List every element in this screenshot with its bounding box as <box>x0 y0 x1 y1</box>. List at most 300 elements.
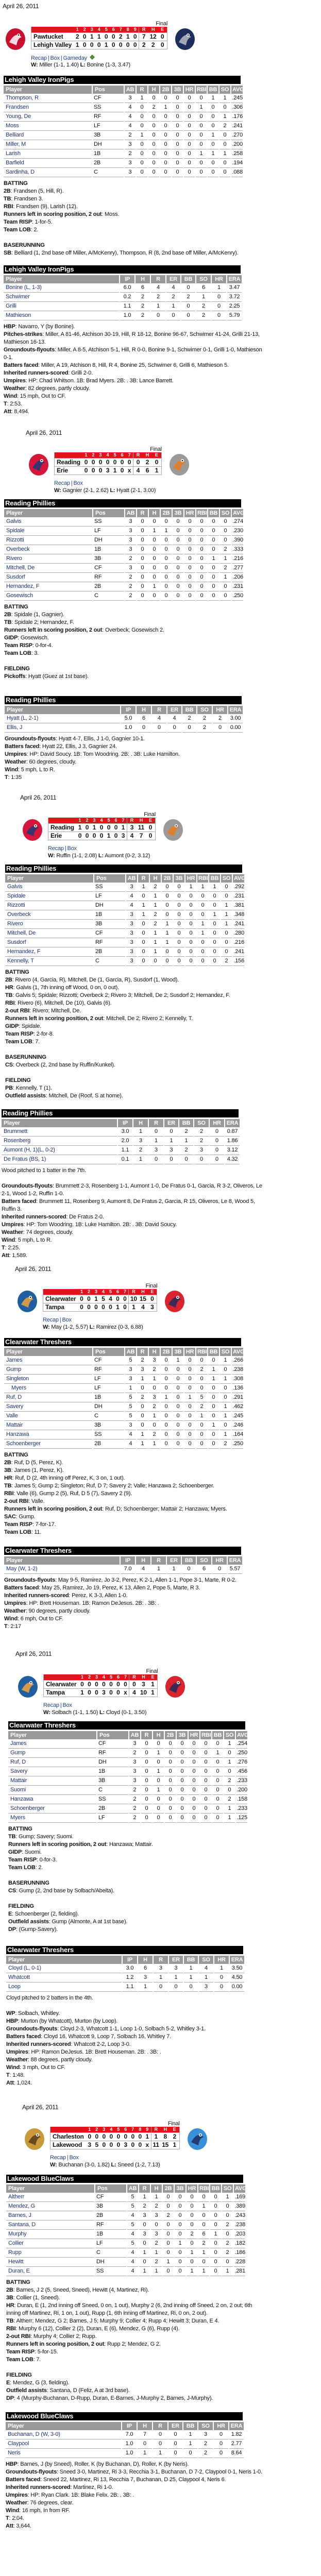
inning-score: 1 <box>103 41 110 49</box>
player-link[interactable]: Hernandez, F <box>5 947 93 957</box>
game-date: April 26, 2011 <box>26 429 62 436</box>
note-text: Santana, D (Feliz, A at 3rd base). <box>49 2387 130 2394</box>
inning-header: 3 <box>92 1289 99 1295</box>
note-label: TB : <box>4 196 14 202</box>
player-link[interactable]: Claypool <box>6 2439 121 2449</box>
player-link[interactable]: Savery <box>8 1767 96 1776</box>
inning-header: 1 <box>78 1289 85 1295</box>
stat-pos: CF <box>93 1356 124 1365</box>
winning-pitcher[interactable]: Buchanan (3-0, 1.82) <box>58 2162 110 2168</box>
player-link[interactable]: Mitchell, De <box>5 929 93 938</box>
stat-r: 0 <box>141 1804 152 1814</box>
inning-header: 3 <box>97 452 104 459</box>
player-link[interactable]: Suomi <box>8 1786 96 1795</box>
stat-bb: 1 <box>183 2439 197 2449</box>
stat-r: 1 <box>138 901 149 910</box>
stat-so: 0 <box>221 929 232 938</box>
note-label: HR : <box>5 985 16 991</box>
notes-heading: BASERUNNING <box>8 1880 49 1886</box>
column-header-so: SO <box>221 874 232 883</box>
note-label: Outfield assists : <box>8 1919 52 1925</box>
stat-triples: 0 <box>172 122 183 131</box>
player-link[interactable]: Valle <box>4 1412 92 1421</box>
notes-section <box>6 2371 268 2402</box>
stat-so: 0 <box>220 582 231 591</box>
player-link[interactable]: Kennelly, T <box>5 957 93 966</box>
stat-bb: 0 <box>208 564 219 573</box>
stat-so: 0 <box>224 1767 235 1776</box>
stat-bb: 0 <box>208 582 219 591</box>
home-hits: 4 <box>138 1303 147 1312</box>
stat-doubles: 0 <box>163 2193 174 2202</box>
winning-pitcher[interactable]: Gagnier (2-1, 2.62) <box>62 487 109 494</box>
stat-r: 0 <box>137 168 147 177</box>
stat-h: 0 <box>149 573 160 582</box>
note-text: Moss. <box>104 211 120 217</box>
note-line <box>6 2348 268 2356</box>
stat-so: 2 <box>196 311 211 320</box>
link-box[interactable]: Box <box>73 480 83 486</box>
inning-score: x <box>126 467 133 475</box>
stat-ab: 3 <box>126 883 137 892</box>
stat-era: 2.25 <box>227 302 242 311</box>
stat-triples: 0 <box>173 1412 183 1421</box>
player-link[interactable]: Santana, D <box>6 2221 94 2230</box>
column-header-player: Player <box>4 509 92 517</box>
player-link[interactable]: Cloyd (L, 0-1) <box>6 1964 122 1973</box>
stat-h: 2 <box>136 293 150 302</box>
player-link[interactable]: Duran, E <box>6 2267 94 2276</box>
stat-so: 0 <box>224 1749 235 1758</box>
player-link[interactable]: Susdorf <box>4 573 92 582</box>
stat-triples: 0 <box>173 1430 183 1439</box>
stat-r: 0 <box>137 1412 148 1421</box>
stat-pos: CF <box>93 94 124 103</box>
winning-pitcher[interactable]: Ruffin (1-1, 2.08) <box>56 853 97 859</box>
stat-rbi: 0 <box>197 910 208 920</box>
stat-doubles: 0 <box>161 545 172 554</box>
player-link[interactable]: Singleton <box>4 1375 92 1384</box>
player-link[interactable]: Rizzotti <box>4 536 92 545</box>
stat-so: 1 <box>220 1412 231 1421</box>
winning-pitcher[interactable]: May (1-2, 5.57) <box>51 1324 88 1330</box>
stat-r: 3 <box>149 1146 163 1155</box>
player-link[interactable]: Miller, M <box>4 140 92 149</box>
note-line <box>8 1918 270 1926</box>
stat-avg: .233 <box>236 1804 247 1814</box>
stat-rbi: 1 <box>196 103 207 112</box>
note-line <box>4 1623 266 1631</box>
player-link[interactable]: Schwimer <box>4 293 119 302</box>
inning-header: 4 <box>98 818 105 824</box>
stat-avg: .381 <box>233 901 244 910</box>
stat-so: 1 <box>221 910 232 920</box>
stat-triples: 0 <box>175 2211 185 2221</box>
column-header-bb: BB <box>208 86 218 94</box>
column-header-player: Player <box>8 1731 96 1739</box>
player-link[interactable]: Larish <box>4 149 92 159</box>
player-link[interactable]: Thompson, R <box>4 94 92 103</box>
player-link[interactable]: Loop <box>6 1982 122 1992</box>
stat-h: 0 <box>149 591 160 601</box>
linescore-header-row <box>55 452 162 459</box>
stat-bb: 0 <box>208 168 218 177</box>
note-label: HR : <box>4 1475 15 1481</box>
player-link[interactable]: Sardinha, D <box>4 168 92 177</box>
inning-score: 0 <box>114 1295 121 1303</box>
link-recap[interactable]: Recap <box>43 1702 59 1708</box>
player-link[interactable]: Savery <box>4 1402 92 1412</box>
team-header <box>48 818 76 824</box>
stat-so: 0 <box>219 131 230 140</box>
stat-ab: 3 <box>125 545 136 554</box>
column-header-hr: HR <box>184 1348 195 1356</box>
link-box[interactable]: Box <box>69 2155 79 2161</box>
stat-h: 0 <box>151 2221 162 2230</box>
column-header-h: H <box>138 2422 152 2430</box>
inning-score: 0 <box>115 2141 122 2149</box>
winning-pitcher[interactable]: Miller (1-1, 1.40) <box>39 62 79 68</box>
link-recap[interactable]: Recap <box>54 480 70 486</box>
player-link[interactable]: Young, De <box>4 112 92 122</box>
link-recap[interactable]: Recap <box>31 55 47 61</box>
player-link[interactable]: Brummett <box>2 1127 117 1137</box>
stat-doubles: 0 <box>160 149 171 159</box>
stat-era: 3.47 <box>227 283 242 293</box>
notes-block <box>4 323 265 416</box>
player-link[interactable]: Mitchell, De <box>4 564 92 573</box>
stat-so: 0 <box>222 2258 233 2267</box>
home-hits: 6 <box>143 467 152 475</box>
stat-doubles: 0 <box>163 2202 174 2211</box>
note-label: T : <box>5 774 11 781</box>
losing-pitcher[interactable]: Sneed (1-2, 7.13) <box>117 2162 160 2168</box>
player-link[interactable]: Schoenberger <box>4 1439 92 1449</box>
column-header-r: R <box>137 86 147 94</box>
player-link[interactable]: Ruf, D <box>8 1758 96 1767</box>
player-link[interactable]: Hewitt <box>6 2258 94 2267</box>
player-link[interactable]: Rivero <box>5 920 93 929</box>
link-box[interactable]: Box <box>50 55 60 61</box>
note-line <box>5 1092 267 1100</box>
winning-pitcher[interactable]: Solbach (1-1, 1.50) <box>52 1709 98 1716</box>
player-link[interactable]: James <box>4 1356 92 1365</box>
player-link[interactable]: Whatcott <box>6 1973 122 1982</box>
stat-rbi: 0 <box>200 1814 211 1823</box>
note-line <box>6 2041 268 2048</box>
team-bar: Clearwater Threshers <box>8 1721 245 1730</box>
note-label: Batters faced : <box>4 1585 42 1591</box>
batting-table <box>7 1731 248 1823</box>
note-line <box>5 774 266 782</box>
note-line <box>5 1084 267 1092</box>
player-link[interactable]: May (W, 1-2) <box>4 1565 120 1574</box>
stat-pos: DH <box>95 2258 126 2267</box>
player-link[interactable]: Gump <box>4 1365 92 1375</box>
note-text: Miller, A 8-5, Atchison 5-1, Hill, R 0-0, Bonine 9-1, Schwimer 0-1, Grilli 1-0, Mathieson 0-1. <box>4 347 262 361</box>
note-line <box>6 2294 268 2302</box>
stat-pos: RF <box>93 1365 124 1375</box>
note-text: 0-for-4. <box>35 642 53 649</box>
link-separator: | <box>60 1702 62 1708</box>
note-label: 3B : <box>6 2295 16 2301</box>
stat-hr: 0 <box>184 545 195 554</box>
column-header-player: Player <box>4 1556 120 1565</box>
column-header-h: H <box>133 1119 148 1127</box>
stat-hr: 2 <box>187 2230 197 2239</box>
stat-so: 2 <box>222 2221 233 2230</box>
player-link[interactable]: Hanzawa <box>8 1795 96 1804</box>
stat-er: 1 <box>167 1565 181 1574</box>
losing-pitcher[interactable]: Hyatt (2-1, 3.00) <box>116 487 156 494</box>
stat-ab: 2 <box>125 131 136 140</box>
inning-score: 1 <box>124 33 131 41</box>
notes-section <box>8 1879 270 1895</box>
column-header-bb: BB <box>182 1556 196 1565</box>
player-link[interactable]: Myers <box>8 1814 96 1823</box>
player-link[interactable]: Gump <box>8 1749 96 1758</box>
stat-avg: .291 <box>232 1393 243 1402</box>
player-link[interactable]: Rosenberg <box>2 1137 117 1146</box>
note-text: Cloyd 16, Whatcott 9, Loop 7, Solbach 16, Whitley 7. <box>43 2033 171 2040</box>
home-hits: 7 <box>137 832 146 840</box>
away-team-logo <box>16 1289 39 1314</box>
player-link[interactable]: Hyatt (L, 2-1) <box>5 714 120 723</box>
stat-so: 0 <box>222 2211 233 2221</box>
link-recap[interactable]: Recap <box>48 845 64 852</box>
inning-score: 1 <box>74 41 81 49</box>
player-link[interactable]: Myers <box>4 1384 92 1393</box>
player-link[interactable]: Spidale <box>5 892 93 901</box>
stat-era: 3.72 <box>227 293 242 302</box>
home-runs: 4 <box>133 467 143 475</box>
losing-pitcher[interactable]: Cloyd (0-1, 3.50) <box>106 1709 147 1716</box>
player-link[interactable]: Barfield <box>4 159 92 168</box>
player-link[interactable]: Rupp <box>6 2248 94 2258</box>
stat-bb: 1 <box>184 1964 198 1973</box>
stat-ab: 2 <box>129 1804 140 1814</box>
note-label: Weather : <box>6 2057 31 2063</box>
stat-ab: 5 <box>125 1393 136 1402</box>
stat-er: 1 <box>166 302 180 311</box>
note-text: Valle (6), Gump 2 (5), Ruf, D 5 (7), Savery 2 (9). <box>16 1490 132 1497</box>
player-link[interactable]: Schoenberger <box>8 1804 96 1814</box>
column-header-pos: Pos <box>95 2184 126 2193</box>
stat-pos: 2B <box>97 1804 128 1814</box>
note-label: CS : <box>8 1888 19 1894</box>
player-link[interactable]: Galvis <box>4 517 92 527</box>
stat-so: 0 <box>224 1786 235 1795</box>
note-label: 2B : <box>4 1460 14 1466</box>
stat-ab: 4 <box>125 1430 136 1439</box>
stat-rbi: 0 <box>198 2221 209 2230</box>
losing-pitcher[interactable]: Ramirez (0-3, 6.88) <box>96 1324 143 1330</box>
player-link[interactable]: Collier <box>6 2239 94 2248</box>
stat-hr: 0 <box>189 1758 199 1767</box>
stat-hr: 0 <box>185 947 196 957</box>
stat-rbi: 0 <box>197 947 208 957</box>
note-label: Batters faced : <box>6 2033 44 2040</box>
player-link[interactable]: Overbeck <box>5 910 93 920</box>
inning-header: 6 <box>112 818 120 824</box>
note-label: Pickoffs : <box>4 673 28 680</box>
player-link[interactable]: James <box>8 1739 96 1749</box>
player-link[interactable]: Frandsen <box>4 103 92 112</box>
stat-avg: .216 <box>232 554 243 564</box>
losing-pitcher[interactable]: Bonine (1-3, 3.47) <box>87 62 130 68</box>
player-link[interactable]: Aumont (H, 1)(L, 0-2) <box>2 1146 117 1155</box>
column-header-so: SO <box>194 1119 209 1127</box>
player-link[interactable]: Barnes, J <box>6 2211 94 2221</box>
inning-header: 5 <box>107 1289 114 1295</box>
stat-r: 0 <box>137 140 147 149</box>
stat-doubles: 0 <box>163 2221 174 2230</box>
inning-header: 5 <box>105 818 112 824</box>
losing-pitcher[interactable]: Aumont (0-2, 3.12) <box>105 853 150 859</box>
note-text: 60 degrees, cloudy. <box>29 759 76 765</box>
stat-pos: DH <box>93 1402 124 1412</box>
note-label: Runners left in scoring position, 2 out : <box>6 2341 107 2347</box>
notes-heading: FIELDING <box>6 2372 32 2378</box>
stat-ab: 3 <box>125 1421 136 1430</box>
stat-triples: 0 <box>177 1786 188 1795</box>
column-header-hr: HR <box>189 1731 199 1739</box>
stat-r: 1 <box>138 883 149 892</box>
note-label: T : <box>4 401 10 407</box>
player-link[interactable]: Altherr <box>6 2193 94 2202</box>
stat-er: 0 <box>168 2430 182 2439</box>
player-link[interactable]: Murphy <box>6 2230 94 2239</box>
rhe-header: E <box>170 2127 180 2133</box>
stat-ip: 3.0 <box>118 1127 132 1137</box>
column-header-ab: AB <box>129 1731 140 1739</box>
player-link[interactable]: Gosewisch <box>4 591 92 601</box>
away-team-name: Charleston <box>50 2133 86 2141</box>
linescore-column <box>43 1668 158 1716</box>
player-link[interactable]: Buchanan, D (W, 3-0) <box>6 2430 121 2439</box>
player-link[interactable]: Mendez, G <box>6 2202 94 2211</box>
stat-so: 0 <box>219 103 230 112</box>
batting-section <box>4 1338 266 1544</box>
batter-row <box>8 1786 247 1795</box>
player-link[interactable]: Ruf, D <box>4 1393 92 1402</box>
stat-r: 2 <box>139 2202 150 2211</box>
link-gameday[interactable]: Gameday <box>63 55 87 61</box>
note-line <box>4 331 265 346</box>
player-link[interactable]: Rivero <box>4 554 92 564</box>
player-link[interactable]: Ellis, J <box>5 723 120 733</box>
note-label: TB : <box>4 619 14 625</box>
note-label: Outfield assists : <box>5 1093 48 1099</box>
stat-avg: .245 <box>231 94 243 103</box>
stat-r: 0 <box>139 2239 150 2248</box>
inning-score: 0 <box>83 832 91 840</box>
player-link[interactable]: Rizzotti <box>5 901 93 910</box>
note-text: 2. <box>33 227 39 233</box>
linescore-header-row <box>44 1674 158 1681</box>
inning-score: 0 <box>110 41 117 49</box>
stat-h: 0 <box>150 957 161 966</box>
player-link[interactable]: Mathieson <box>4 311 119 320</box>
player-link[interactable]: Spidale <box>4 527 92 536</box>
inning-header: 6 <box>122 2127 129 2133</box>
player-link[interactable]: Hernandez, F <box>4 582 92 591</box>
away-team-logo <box>23 2127 46 2151</box>
link-box[interactable]: Box <box>62 1317 72 1323</box>
stat-r: 1 <box>137 1439 148 1449</box>
inning-score: 0 <box>131 33 139 41</box>
note-text: HP: David Soucy. 1B: Tom Woodring. 2B: . 3B: Luke Hamilton. <box>29 751 180 757</box>
stat-bb: 0 <box>208 1356 219 1365</box>
column-header-er: ER <box>164 1119 178 1127</box>
player-link[interactable]: Hanzawa <box>4 1430 92 1439</box>
stat-bb: 0 <box>208 573 219 582</box>
stat-r: 0 <box>149 1127 163 1137</box>
player-link[interactable]: Belliard <box>4 131 92 140</box>
link-box[interactable]: Box <box>67 845 77 852</box>
player-link[interactable]: Neris <box>6 2449 121 2458</box>
link-recap[interactable]: Recap <box>43 1317 59 1323</box>
inning-score: 0 <box>126 459 133 467</box>
pitcher-decisions <box>54 487 162 494</box>
stat-avg: .245 <box>232 1412 243 1421</box>
column-header-rbi: RBI <box>197 1349 207 1355</box>
stat-ab: 5 <box>125 1356 136 1365</box>
note-text: HP: Chad Whitson. 1B: Brad Myers. 2B: . 3B: Lance Barrett. <box>28 378 174 384</box>
column-header-er: ER <box>168 2422 182 2430</box>
stat-doubles: 0 <box>165 1814 176 1823</box>
stat-ip: 1.1 <box>123 1982 137 1992</box>
link-box[interactable]: Box <box>62 1702 72 1708</box>
stat-doubles: 0 <box>165 1739 176 1749</box>
inning-header: 5 <box>103 27 110 33</box>
stat-pos: CF <box>93 564 124 573</box>
player-link[interactable]: De Fratus (BS, 1) <box>2 1155 117 1164</box>
inning-score: 0 <box>88 41 95 49</box>
stat-er: 0 <box>164 1155 178 1164</box>
stat-avg: .203 <box>234 2230 245 2239</box>
player-link[interactable]: Moss <box>4 122 92 131</box>
column-header-h: H <box>138 1956 153 1964</box>
player-link[interactable]: Overbeck <box>4 545 92 554</box>
note-text: Miller, A 19, Atchison 8, Hill, R 4, Bonine 25, Schwimer 6, Grilli 6, Mathieson 5. <box>41 362 229 368</box>
player-link[interactable]: Grilli <box>4 302 119 311</box>
pitching-section <box>6 2412 267 2538</box>
note-line <box>2 1213 263 1221</box>
pitcher-row <box>4 302 242 311</box>
pitching-table <box>3 275 243 320</box>
stat-avg: .231 <box>233 892 244 901</box>
note-line <box>5 1061 267 1069</box>
column-header-rbi: RBI <box>198 875 208 882</box>
link-recap[interactable]: Recap <box>50 2155 66 2161</box>
stat-bb: 0 <box>210 2211 221 2221</box>
notes-block <box>4 603 266 681</box>
column-header-r: R <box>153 2422 167 2430</box>
stat-ab: 4 <box>127 2258 138 2267</box>
note-line <box>6 2341 268 2348</box>
stat-triples: 0 <box>175 2248 185 2258</box>
stat-avg: .277 <box>232 564 243 573</box>
player-link[interactable]: Mattair <box>4 1421 92 1430</box>
player-link[interactable]: Bonine (L, 1-3) <box>4 283 119 293</box>
player-link[interactable]: Mattair <box>8 1776 96 1786</box>
player-link[interactable]: Susdorf <box>5 938 93 947</box>
player-link[interactable]: Galvis <box>5 883 93 892</box>
away-team-row <box>31 33 167 41</box>
team-bar: Lakewood BlueClaws <box>6 2412 243 2420</box>
stat-triples: 0 <box>177 1758 188 1767</box>
